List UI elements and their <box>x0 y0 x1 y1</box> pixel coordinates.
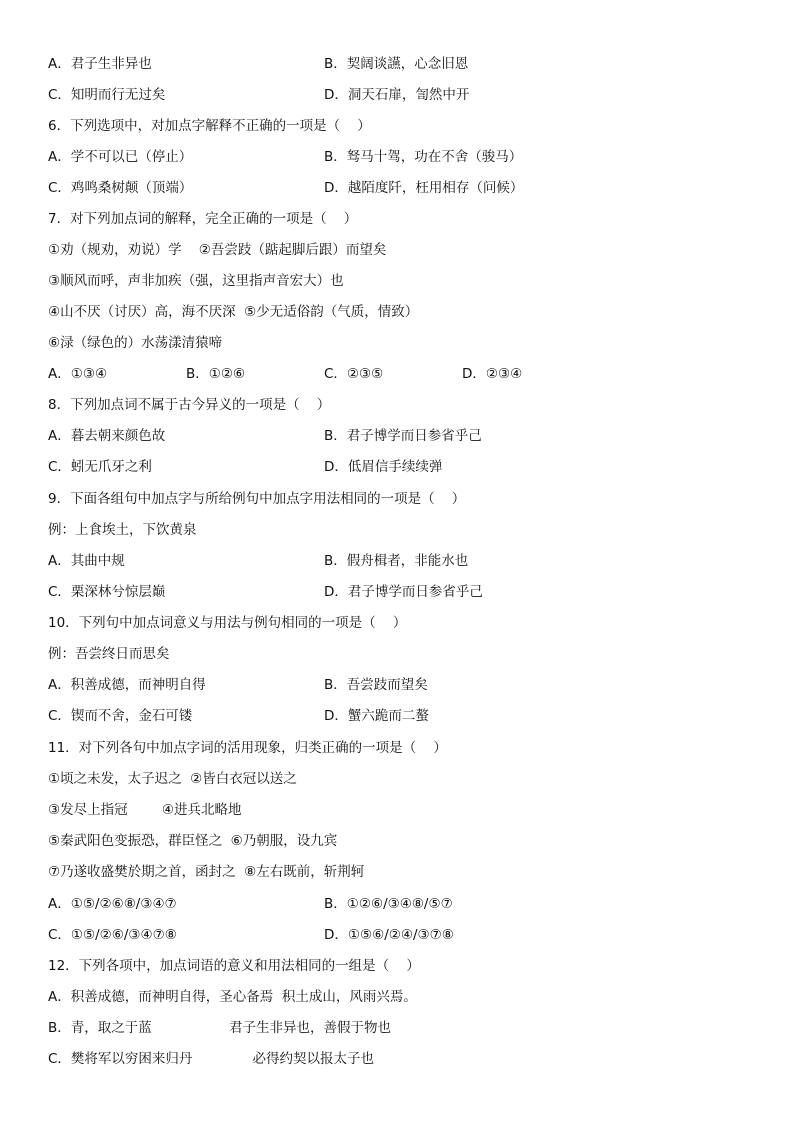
q7-item-line: ⑥渌（绿色的）水荡漾清猿啼 <box>48 335 223 351</box>
q10-option-b: B．吾尝跂而望矣 <box>324 677 428 693</box>
q7-option-d: D．②③④ <box>462 366 523 382</box>
q9-example: 例：上食埃土，下饮黄泉 <box>48 522 197 538</box>
q8-stem: 8．下列加点词不属于古今异义的一项是（ ） <box>48 397 331 413</box>
q11-item-line: ③发尽上指冠 ④进兵北略地 <box>48 802 242 818</box>
q12-option-c: C．樊将军以穷困来归丹 必得约契以报太子也 <box>48 1051 375 1067</box>
q7-option-b: B．①②⑥ <box>186 366 246 382</box>
q7-stem: 7．对下列加点词的解释，完全正确的一项是（ ） <box>48 211 358 227</box>
q9-stem: 9．下面各组句中加点字与所给例句中加点字用法相同的一项是（ ） <box>48 491 466 507</box>
q12-option-a: A．积善成德，而神明自得，圣心备焉 积土成山，风雨兴焉。 <box>48 989 417 1005</box>
q8-option-d: D．低眉信手续续弹 <box>324 459 443 475</box>
q5-option-d: D．洞天石扉，訇然中开 <box>324 87 470 103</box>
q7-item-line: ③顺风而呼，声非加疾（强，这里指声音宏大）也 <box>48 273 344 289</box>
q5-option-c: C．知明而行无过矣 <box>48 87 166 103</box>
q8-option-a: A．暮去朝来颜色故 <box>48 428 166 444</box>
q9-option-b: B．假舟楫者，非能水也 <box>324 553 469 569</box>
q12-option-b: B．青，取之于蓝 君子生非异也，善假于物也 <box>48 1020 392 1036</box>
q10-option-d: D．蟹六跪而二螯 <box>324 708 429 724</box>
q6-stem: 6．下列选项中，对加点字解释不正确的一项是（ ） <box>48 118 371 134</box>
q11-option-b: B．①②⑥/③④⑧/⑤⑦ <box>324 896 453 912</box>
q11-item-line: ⑤秦武阳色变振恐，群臣怪之 ⑥乃朝服，设九宾 <box>48 833 338 849</box>
q6-option-a: A．学不可以已（停止） <box>48 149 193 165</box>
q9-option-d: D．君子博学而日参省乎己 <box>324 584 483 600</box>
q5-option-a: A．君子生非异也 <box>48 56 152 72</box>
q9-option-a: A．其曲中规 <box>48 553 125 569</box>
q11-item-line: ①顷之未发，太子迟之 ②皆白衣冠以送之 <box>48 771 297 787</box>
q11-option-c: C．①⑤/②⑥/③④⑦⑧ <box>48 927 177 943</box>
q11-item-line: ⑦乃遂收盛樊於期之首，函封之 ⑧左右既前，斩荆轲 <box>48 864 365 880</box>
q10-option-a: A．积善成德，而神明自得 <box>48 677 206 693</box>
q6-option-b: B．驽马十驾，功在不舍（骏马） <box>324 149 523 165</box>
q10-option-c: C．锲而不舍，金石可镂 <box>48 708 193 724</box>
q7-option-c: C．②③⑤ <box>324 366 384 382</box>
q12-stem: 12．下列各项中，加点词语的意义和用法相同的一组是（ ） <box>48 958 420 974</box>
q9-option-c: C．栗深林兮惊层巅 <box>48 584 166 600</box>
q6-option-c: C．鸡鸣桑树颠（顶端） <box>48 180 193 196</box>
q11-stem: 11．对下列各句中加点字词的活用现象，归类正确的一项是（ ） <box>48 740 447 756</box>
q11-option-a: A．①⑤/②⑥⑧/③④⑦ <box>48 896 177 912</box>
q11-option-d: D．①⑤⑥/②④/③⑦⑧ <box>324 927 454 943</box>
q7-option-a: A．①③④ <box>48 366 108 382</box>
q8-option-c: C．蚓无爪牙之利 <box>48 459 152 475</box>
q10-stem: 10．下列句中加点词意义与用法与例句相同的一项是（ ） <box>48 615 407 631</box>
q7-item-line: ④山不厌（讨厌）高，海不厌深 ⑤少无适俗韵（气质，情致） <box>48 304 419 320</box>
q5-option-b: B．契阔谈讌，心念旧恩 <box>324 56 469 72</box>
q8-option-b: B．君子博学而日参省乎己 <box>324 428 482 444</box>
q10-example: 例：吾尝终日而思矣 <box>48 646 170 662</box>
q6-option-d: D．越陌度阡，枉用相存（问候） <box>324 180 524 196</box>
q7-item-line: ①劝（规劝，劝说）学 ②吾尝跂（踮起脚后跟）而望矣 <box>48 242 387 258</box>
